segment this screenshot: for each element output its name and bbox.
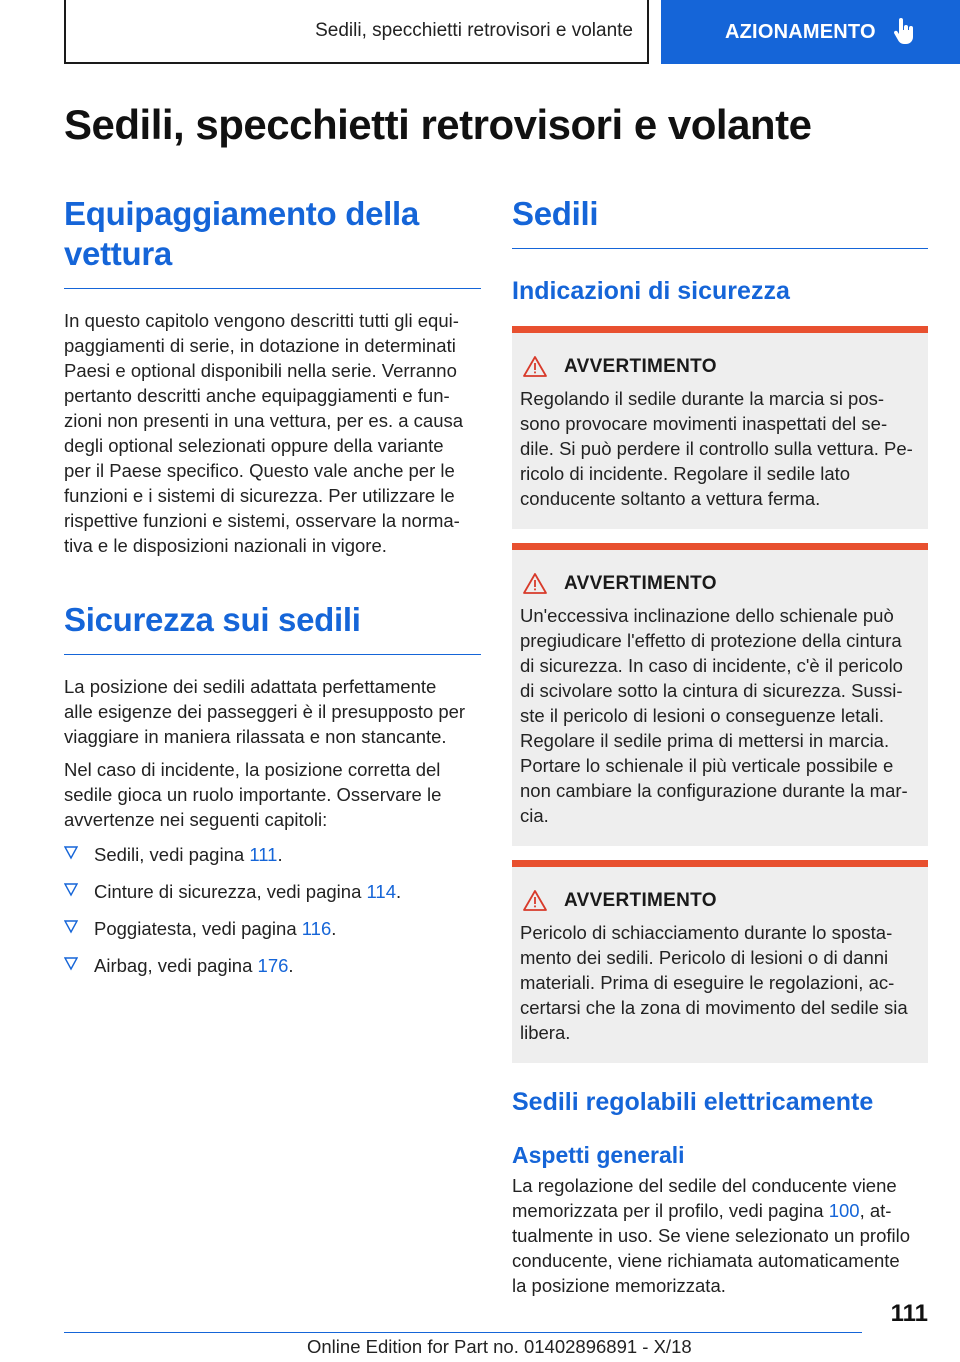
header-section-title bbox=[64, 0, 649, 64]
triangle-bullet-icon bbox=[64, 882, 78, 898]
seat-safety-p2: Nel caso di incidente, la posizione corretta del sedile gioca un ruolo importante. Osservare le avvertenze nei seguenti capitoli: bbox=[64, 759, 442, 830]
page-link[interactable]: 111 bbox=[249, 844, 278, 865]
warning-title: AVVERTIMENTO bbox=[564, 355, 717, 377]
warning-header bbox=[520, 889, 920, 912]
warning-text: Pericolo di schiacciamento durante lo sposta- mento dei sedili. Pericolo di lesioni o di danni materiali. Prima di eseguire le regolazioni, ac- certarsi che la zona di movimento del sedile sia libera. bbox=[520, 922, 908, 1043]
triangle-bullet-icon bbox=[64, 956, 78, 972]
section-title-text: Sedili, specchietti retrovisori e volante bbox=[315, 20, 633, 41]
seats-heading: Sedili bbox=[512, 195, 599, 232]
footer-rule bbox=[64, 1332, 862, 1333]
equipment-text: In questo capitolo vengono descritti tutti gli equi- paggiamenti di serie, in dotazione in determinati Paesi e optional disponibili nella serie. Verranno pertanto descritti anche equipaggiamenti e fun- zioni non presenti in una vettura, per es. a causa degli optional selezionati oppure della variante per il Paese specifico. Questo vale anche per le funzioni e i sistemi di sicurezza. Per utilizzare le rispettive funzioni e sistemi, osservare la norma- tiva e le disposizioni nazionali in vigore. bbox=[64, 310, 464, 556]
page-title: Sedili, specchietti retrovisori e volante bbox=[64, 101, 812, 148]
heading-rule bbox=[64, 654, 481, 655]
header-chapter-tab[interactable] bbox=[661, 0, 960, 64]
list-item: Sedili, vedi pagina 111. bbox=[64, 842, 481, 867]
equipment-heading-line1: Equipaggiamento della bbox=[64, 195, 419, 232]
warning-header bbox=[520, 355, 920, 378]
warning-triangle-icon bbox=[522, 355, 548, 378]
warning-box bbox=[512, 860, 928, 1063]
warning-triangle-icon bbox=[522, 572, 548, 595]
warning-box bbox=[512, 543, 928, 846]
general-aspects-heading: Aspetti generali bbox=[512, 1142, 685, 1168]
seat-safety-p1: La posizione dei sedili adattata perfettamente alle esigenze dei passeggeri è il presupposto per viaggiare in maniera rilassata e non stancante. bbox=[64, 676, 466, 747]
page-link[interactable]: 100 bbox=[828, 1200, 860, 1221]
triangle-bullet-icon bbox=[64, 919, 78, 935]
warning-text: Regolando il sedile durante la marcia si pos- sono provocare movimenti inaspettati del se- dile. Si può perdere il controllo sulla vettura. Pe- ricolo di incidente. Regolare il sedile lato conducente soltanto a vettura ferma. bbox=[520, 388, 913, 509]
right-column bbox=[512, 190, 928, 1298]
warning-title: AVVERTIMENTO bbox=[564, 572, 717, 594]
heading-rule bbox=[512, 248, 928, 249]
list-item: Airbag, vedi pagina 176. bbox=[64, 953, 481, 978]
left-column bbox=[64, 190, 481, 990]
equipment-heading bbox=[64, 194, 481, 274]
seat-safety-heading: Sicurezza sui sedili bbox=[64, 601, 361, 638]
warning-title: AVVERTIMENTO bbox=[564, 889, 717, 911]
page-link[interactable]: 176 bbox=[257, 955, 289, 976]
page-number: 111 bbox=[890, 1300, 928, 1327]
equipment-heading-line2: vettura bbox=[64, 235, 172, 272]
general-aspects-text: La regolazione del sedile del conducente viene memorizzata per il profilo, vedi pagina 100, at- tualmente in uso. Se viene selezionato un profilo conducente, viene richiamata automaticamente la posizione memorizzata. bbox=[512, 1175, 911, 1296]
edition-note: Online Edition for Part no. 01402896891 - X/18 bbox=[307, 1336, 692, 1357]
heading-rule bbox=[64, 288, 481, 289]
list-item: Poggiatesta, vedi pagina 116. bbox=[64, 916, 481, 941]
warning-triangle-icon bbox=[522, 889, 548, 912]
electric-seats-heading: Sedili regolabili elettricamente bbox=[512, 1088, 874, 1116]
hand-pointer-icon bbox=[892, 18, 916, 46]
warning-text: Un'eccessiva inclinazione dello schienale può pregiudicare l'effetto di protezione della cintura di sicurezza. In caso di incidente, c'è il pericolo di scivolare sotto la cintura di sicurezza. Sussi- ste il pericolo di lesioni o conseguenze letali. Regolare il sedile prima di mettersi in marcia. Portare lo schienale il più verticale possibile e non cambiare la configurazione durante la mar- cia. bbox=[520, 605, 908, 826]
warning-box bbox=[512, 326, 928, 529]
chapter-label: AZIONAMENTO bbox=[725, 20, 876, 43]
triangle-bullet-icon bbox=[64, 845, 78, 861]
warning-header bbox=[520, 572, 920, 595]
page-link[interactable]: 116 bbox=[301, 918, 332, 939]
safety-notes-heading: Indicazioni di sicurezza bbox=[512, 277, 790, 305]
page-link[interactable]: 114 bbox=[366, 881, 397, 902]
list-item: Cinture di sicurezza, vedi pagina 114. bbox=[64, 879, 481, 904]
chapter-list bbox=[64, 842, 481, 978]
